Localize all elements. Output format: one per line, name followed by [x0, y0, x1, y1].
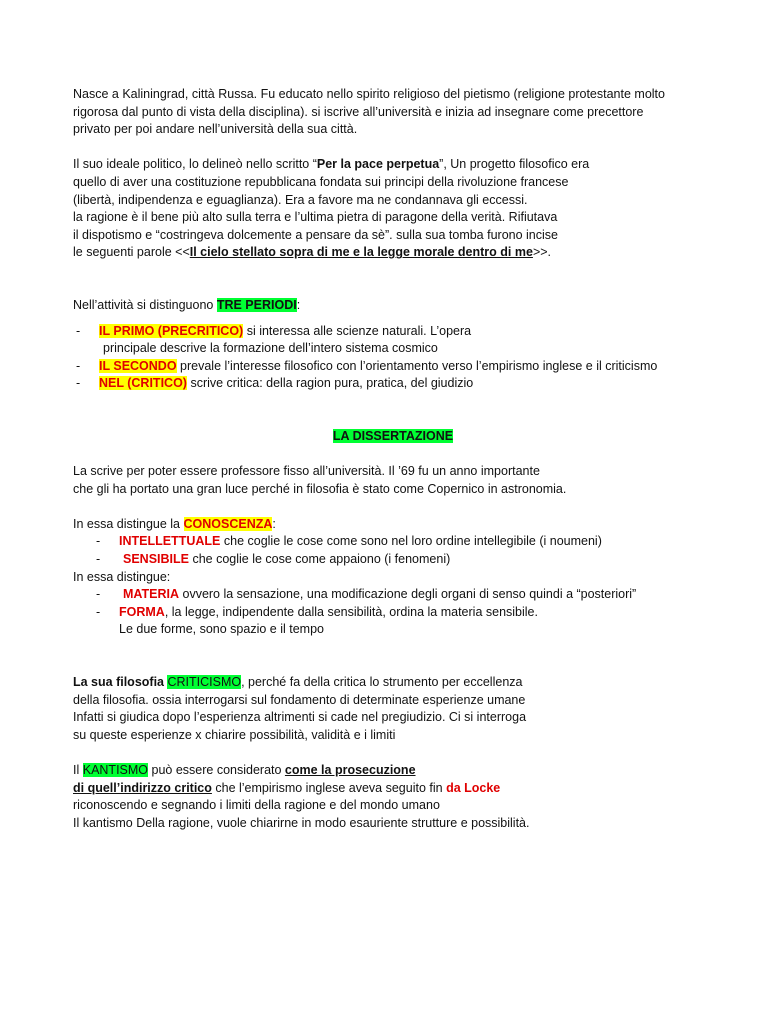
- forma-continuation: Le due forme, sono spazio e il tempo: [119, 622, 324, 637]
- period-1-text: si interessa alle scienze naturali. L’opera: [243, 323, 472, 338]
- kantism-indirizzo: di quell’indirizzo critico: [73, 780, 212, 795]
- highlight-da-locke: da Locke: [446, 780, 501, 795]
- criticism-text: , perché fa della critica lo strumento per eccellenza: [241, 675, 523, 690]
- epitaph-end: >>.: [532, 245, 552, 260]
- bullet-dash: -: [96, 552, 101, 567]
- period-item-1-cont: principale descrive la formazione dell’intero sistema cosmico: [103, 341, 438, 356]
- bullet-dash: -: [96, 604, 101, 619]
- kantism-line-2: [73, 780, 713, 798]
- politics-line-6: [73, 244, 713, 262]
- document-page: [73, 86, 713, 832]
- criticism-line-2: della filosofia. ossia interrogarsi sul fondamento di determinate esperienze umane: [73, 692, 526, 707]
- knowledge-item-intellettuale: [73, 533, 713, 551]
- politics-text-a: Il suo ideale politico, lo delineò nello scritto “: [73, 157, 317, 172]
- intro-line-1: Nasce a Kaliningrad, città Russa. Fu educato nello spirito religioso del pietismo (religione protestante molto: [73, 87, 665, 101]
- highlight-tre-periodi: TRE PERIODI: [216, 297, 297, 312]
- period-item-1: [73, 323, 713, 341]
- distinguish-item-forma: [73, 604, 713, 622]
- label-sensibile: SENSIBILE: [123, 552, 189, 567]
- highlight-kantismo: KANTISMO: [82, 763, 149, 777]
- section-title-row: [73, 428, 713, 446]
- bullet-dash: -: [96, 587, 101, 602]
- criticism-line-1: [73, 674, 713, 692]
- highlight-conoscenza: CONOSCENZA: [183, 516, 273, 531]
- bullet-dash: -: [76, 376, 81, 391]
- kantism-line-1: [73, 762, 713, 780]
- politics-text-c: ”, Un progetto filosofico era: [439, 157, 590, 172]
- politics-line-2: quello di aver una costituzione repubblicana fondata sui principi della rivoluzione francese: [73, 174, 569, 189]
- periods-intro: [73, 297, 713, 315]
- label-il-secondo: IL SECONDO: [99, 358, 177, 373]
- knowledge-colon: :: [272, 516, 276, 531]
- politics-line-3: (libertà, indipendenza e eguaglianza). Era a favore ma ne condannava gli eccessi.: [73, 192, 528, 207]
- criticism-line-4: su queste esperienze x chiarire possibilità, validità e i limiti: [73, 727, 396, 742]
- periods-intro-colon: :: [296, 297, 301, 312]
- periods-intro-text: Nell’attività si distinguono: [73, 297, 217, 312]
- knowledge-intro: [73, 516, 713, 534]
- section-title-dissertazione: LA DISSERTAZIONE: [332, 428, 454, 443]
- period-item-2: [73, 358, 713, 376]
- label-nel-critico: NEL (CRITICO): [99, 376, 187, 391]
- bullet-dash: -: [76, 358, 81, 373]
- label-materia: MATERIA: [123, 587, 180, 602]
- distinguish-intro: In essa distingue:: [73, 569, 171, 584]
- epitaph-quote: Il cielo stellato sopra di me e la legge morale dentro di me: [189, 245, 533, 260]
- politics-line-5: il dispotismo e “costringeva dolcemente a pensare da sè”. sulla sua tomba furono incise: [73, 227, 558, 242]
- highlight-criticismo: CRITICISMO: [167, 675, 242, 690]
- intro-line-3: privato per poi andare nell’università della sua città.: [73, 122, 358, 137]
- kantism-lead: Il: [73, 763, 83, 777]
- dissertation-line-1: La scrive per poter essere professore fisso all’università. Il ’69 fu un anno importante: [73, 464, 540, 479]
- kantism-empirismo: che l’empirismo inglese aveva seguito fin: [211, 780, 447, 795]
- kantism-prosecuzione: come la prosecuzione: [284, 763, 416, 777]
- bullet-dash: -: [76, 323, 81, 338]
- work-title-pace-perpetua: Per la pace perpetua: [316, 157, 440, 172]
- kantism-text: può essere considerato: [148, 763, 285, 777]
- forma-text: , la legge, indipendente dalla sensibilità, ordina la materia sensibile.: [164, 604, 538, 619]
- knowledge-intro-text: In essa distingue la: [73, 516, 184, 531]
- intellettuale-text: che coglie le cose come sono nel loro ordine intellegibile (i noumeni): [220, 534, 602, 549]
- politics-line-4: la ragione è il bene più alto sulla terra e l’ultima pietra di paragone della verità. Rifiutava: [73, 210, 558, 225]
- period-item-3: [73, 375, 713, 393]
- kantism-line-3: riconoscendo e segnando i limiti della ragione e del mondo umano: [73, 798, 440, 813]
- materia-text: ovvero la sensazione, una modificazione degli organi di senso quindi a “posteriori”: [179, 587, 637, 602]
- sensibile-text: che coglie le cose come appaiono (i fenomeni): [189, 552, 451, 567]
- epitaph-intro: le seguenti parole <<: [73, 245, 190, 260]
- distinguish-item-materia: [73, 586, 713, 604]
- label-forma: FORMA: [119, 604, 165, 619]
- criticism-line-3: Infatti si giudica dopo l’esperienza altrimenti si cade nel pregiudizio. Ci si interroga: [73, 710, 527, 725]
- bullet-dash: -: [96, 534, 101, 549]
- kantism-line-4: Il kantismo Della ragione, vuole chiarirne in modo esauriente strutture e possibilità.: [73, 815, 530, 830]
- label-il-primo: IL PRIMO (PRECRITICO): [99, 323, 244, 338]
- period-2-text: prevale l’interesse filosofico con l’orientamento verso l’empirismo inglese e il criticismo: [176, 358, 658, 373]
- dissertation-line-2: che gli ha portato una gran luce perché in filosofia è stato come Copernico in astronomia.: [73, 481, 567, 496]
- criticism-lead: La sua filosofia: [73, 675, 168, 690]
- politics-line-1: [73, 156, 713, 174]
- label-intellettuale: INTELLETTUALE: [119, 534, 221, 549]
- intro-line-2: rigorosa dal punto di vista della disciplina). si iscrive all’università e inizia ad insegnare come precettore: [73, 104, 644, 119]
- knowledge-item-sensibile: [73, 551, 713, 569]
- period-3-text: scrive critica: della ragion pura, pratica, del giudizio: [186, 376, 474, 391]
